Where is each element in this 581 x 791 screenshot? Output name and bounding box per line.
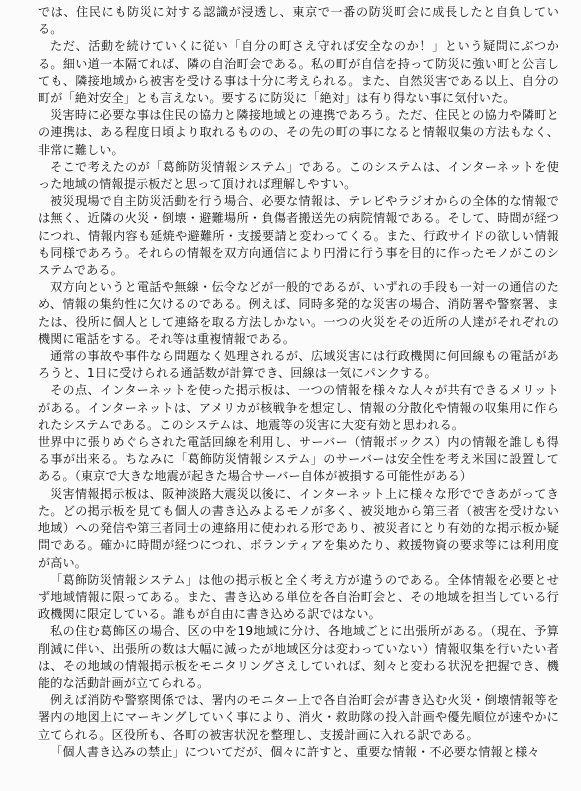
paragraph-4: そこで考えたのが「葛飾防災情報システム」である。このシステムは、インターネットを使った地域の情報提示板だと思って頂ければ理解しやすい。 bbox=[38, 159, 559, 192]
paragraph-2: ただ、活動を続けていくに従い「自分の町さえ守れば安全なのか！」という疑問にぶつかる。細い道一本隔てれば、隣の自治町会である。私の町が自信を持って防災に強い町と公言しても、隣接地域から被害を受ける事は十分に考えられる。また、自然災害である以上、自分の町が「絶対安全」とも言えない。要するに防災に「絶対」は有り得ない事に気付いた。 bbox=[38, 39, 559, 106]
paragraph-9: 世界中に張りめぐらされた電話回線を利用し、サーバー（情報ボックス）内の情報を誰しも得る事が出来る。ちなみに「葛飾防災情報システム」のサーバーは安全性を考え米国に設置してある。（東京で大きな地震が起きた場合サーバー自体が被損する可能性がある） bbox=[38, 435, 559, 484]
paragraph-14: 「個人書き込みの禁止」についてだが、個々に許すと、重要な情報・不必要な情報と様々 bbox=[50, 744, 540, 759]
paragraph-7: 通常の事故や事件なら問題なく処理されるが、広域災害には行政機関に何回線もの電話があろうと、1日に受けられる通話数が計算でき、回線は一気にパンクする。 bbox=[38, 349, 559, 381]
paragraph-12: 私の住む葛飾区の場合、区の中を19地域に分け、各地域ごとに出張所がある。（現在、予算削減に伴い、出張所の数は大幅に減ったが地域区分は変わっていない）情報収集を行いたい者は、その地域の情報掲示板をモニタリングさえしていれば、刻々と変わる状況を把握でき、機能的な活動計画が立てられる。 bbox=[38, 624, 559, 690]
paragraph-6: 双方向というと電話や無線・伝令などが一般的であるが、いずれの手段も一対一の通信のため、情報の集約性に欠けるのである。例えば、同時多発的な災害の場合、消防署や警察署、または、役所に個人として連絡を取る方法しかない。一つの火災をその近所の人達がそれぞれの機関に電話をする。それ等は重複情報である。 bbox=[38, 280, 559, 346]
paragraph-11: 「葛飾防災情報システム」は他の掲示板と全く考え方が違うのである。全体情報を必要とせず地域情報に限ってある。また、書き込める単位を各自治町会と、その地域を担当している行政機関に限定している。誰もが自由に書き込める訳ではない。 bbox=[38, 572, 559, 622]
paragraph-8: その点、インターネットを使った掲示板は、一つの情報を様々な人々が共有できるメリットがある。インターネットは、アメリカが核戦争を想定し、情報の分散化や情報の収集用に作られたシステムである。このシステムは、地震等の災害に大変有効と思われる。 bbox=[38, 383, 559, 432]
paragraph-1: では、住民にも防災に対する認識が浸透し、東京で一番の防災町会に成長したと自負している。 bbox=[38, 5, 559, 37]
paragraph-3: 災害時に必要な事は住民の協力と隣接地域との連携であろう。ただ、住民との協力や隣町との連携は、ある程度日頃より取れるものの、その先の町の事になると情報収集の方法もなく、非常に難しい。 bbox=[38, 108, 559, 157]
paragraph-13: 例えば消防や警察関係では、署内のモニター上で各自治町会が書き込む火災・倒壊情報等を署内の地図上にマーキングしていく事により、消火・救助隊の投入計画や優先順位が速やかに立てられる。区役所も、各町の被害状況を整理し、支援計画に入れる訳である。 bbox=[38, 693, 559, 742]
paragraph-10: 災害情報掲示板は、阪神淡路大震災以後に、インターネット上に様々な形でできあがってきた。どの掲示板を見ても個人の書き込みよるモノが多く、被災地から第三者（被害を受けない地域）への発信や第三者同士の連絡用に使われる形であり、被災者にとり有効的な掲示板か疑問である。確かに時間が経つにつれ、ボランティアを集めたり、救援物資の要求等には利用度が高い。 bbox=[38, 486, 559, 570]
paragraph-5: 被災現場で自主防災活動を行う場合、必要な情報は、テレビやラジオからの全体的な情報では無く、近隣の火災・倒壊・避難場所・負傷者搬送先の病院情報である。そして、時間が経つにつれ、情報内容も延焼や避難所・支援要請と変わってくる。また、行政サイドの欲しい情報も同様であろう。それらの情報を双方向通信により円滑に行う事を目的に作ったモノがこのシステムである。 bbox=[38, 194, 559, 278]
